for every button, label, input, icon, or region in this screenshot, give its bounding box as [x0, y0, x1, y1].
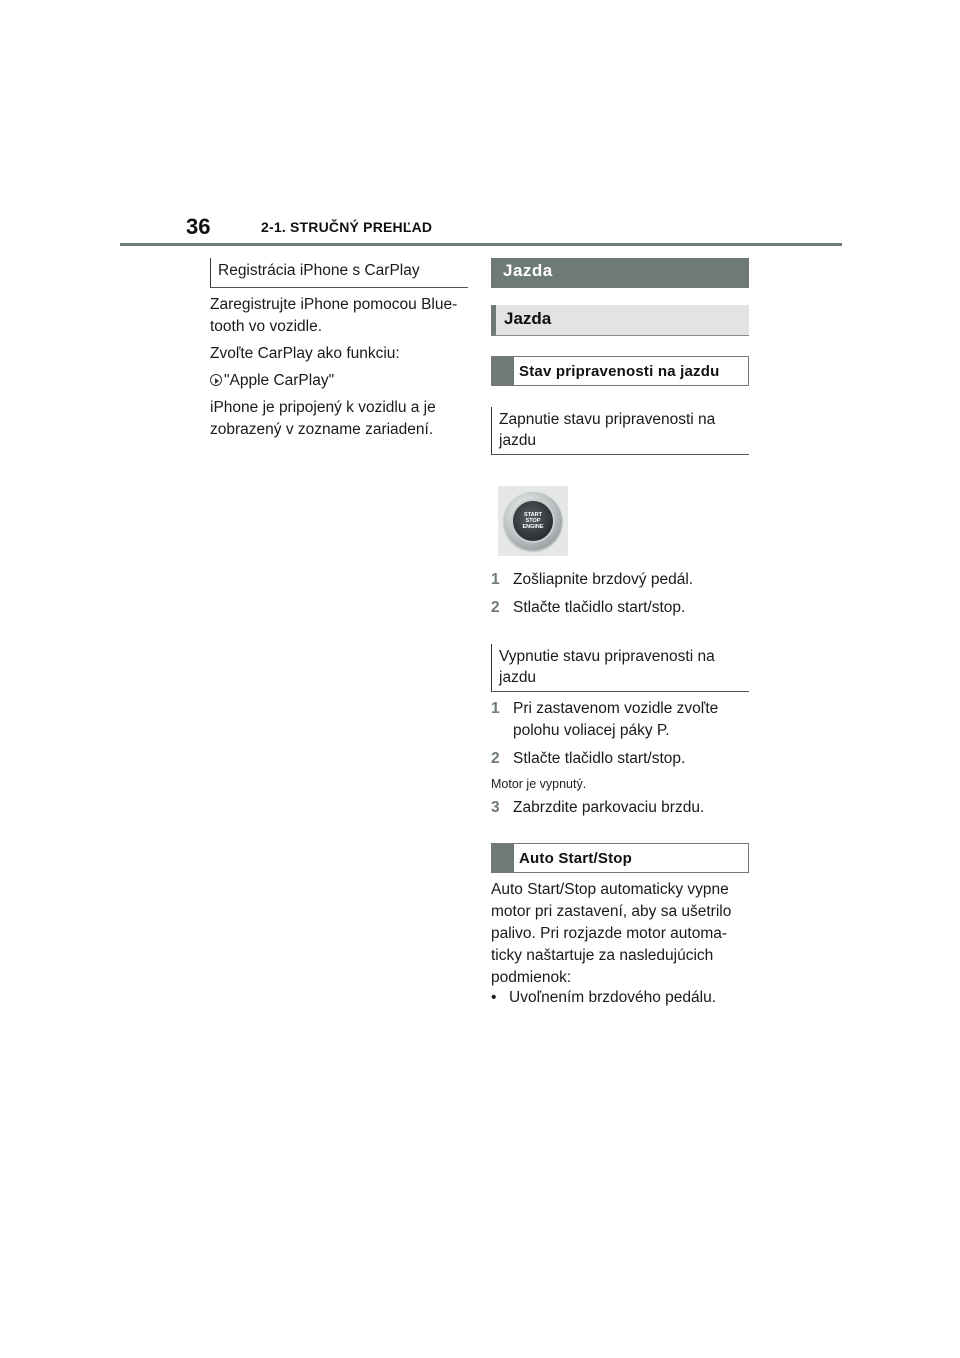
heading-ready-state [491, 356, 749, 386]
heading-auto-start-stop [491, 843, 749, 873]
paragraph-select-carplay: Zvoľte CarPlay ako funkciu: [210, 345, 400, 362]
step-text-line: Pri zastavenom vozidle zvoľte [513, 700, 719, 717]
paragraph-iphone-connected [210, 397, 472, 441]
subheading-line: Vypnutie stavu pripravenosti na [499, 648, 715, 665]
note-engine-off: Motor je vypnutý. [491, 777, 587, 791]
step-number: 2 [491, 599, 500, 616]
step-on-1 [491, 569, 753, 591]
step-number: 3 [491, 799, 500, 816]
subheading-carplay-registration [210, 258, 468, 288]
paragraph-line: Auto Start/Stop automaticky vypne [491, 881, 729, 898]
heading-marker [492, 357, 514, 385]
button-text-start: START [524, 512, 542, 518]
paragraph-line: iPhone je pripojený k vozidlu a je [210, 399, 436, 416]
step-number: 2 [491, 750, 500, 767]
section-subtitle-band: Jazda [491, 305, 749, 336]
step-number: 1 [491, 700, 500, 717]
paragraph-line: palivo. Pri rozjazde motor automa- [491, 925, 728, 942]
paragraph-register-bluetooth [210, 294, 472, 338]
start-stop-button-image [498, 486, 568, 556]
start-stop-button-ring [504, 492, 562, 550]
step-text-line: polohu voliacej páky P. [513, 722, 670, 739]
section-title-band: Jazda [491, 258, 749, 288]
step-text: Zošliapnite brzdový pedál. [513, 571, 694, 588]
step-on-2 [491, 597, 753, 619]
step-off-2 [491, 748, 753, 770]
step-text [513, 698, 718, 742]
subheading-ready-off [491, 644, 749, 692]
subheading-line: jazdu [499, 669, 537, 686]
step-off-3 [491, 797, 753, 819]
menu-item-apple-carplay: "Apple CarPlay" [224, 372, 335, 389]
button-text-engine: ENGINE [522, 524, 544, 530]
bullet-text: Uvoľnením brzdového pedálu. [509, 989, 717, 1006]
chapter-title: 2-1. STRUČNÝ PREHĽAD [261, 219, 433, 235]
paragraph-line: zobrazený v zozname zariadení. [210, 421, 434, 438]
heading-auto-start-stop-label: Auto Start/Stop [519, 849, 632, 867]
paragraph-line: ticky naštartuje za nasledujúcich [491, 947, 714, 964]
start-stop-button-face [511, 499, 555, 543]
step-text: Zabrzdite parkovaciu brzdu. [513, 799, 705, 816]
paragraph-line: Zaregistrujte iPhone pomocou Blue- [210, 296, 458, 313]
step-text: Stlačte tlačidlo start/stop. [513, 750, 686, 767]
subheading-ready-on [491, 407, 749, 455]
page-number: 36 [186, 214, 211, 239]
header-divider [120, 243, 842, 246]
heading-ready-state-label: Stav pripravenosti na jazdu [519, 362, 720, 380]
bullet-icon: • [491, 989, 497, 1006]
bullet-item [491, 987, 753, 1009]
paragraph-auto-start-stop [491, 879, 753, 989]
subheading-line: jazdu [499, 432, 537, 449]
subheading-line: Zapnutie stavu pripravenosti na [499, 411, 716, 428]
step-off-1 [491, 698, 753, 742]
step-number: 1 [491, 571, 500, 588]
menu-arrow-icon [210, 374, 222, 386]
paragraph-line: podmienok: [491, 969, 572, 986]
step-text: Stlačte tlačidlo start/stop. [513, 599, 686, 616]
menu-path [210, 370, 472, 392]
paragraph-line: motor pri zastavení, aby sa ušetrilo [491, 903, 732, 920]
paragraph-line: tooth vo vozidle. [210, 318, 323, 335]
button-text-stop: STOP [525, 518, 541, 524]
heading-marker [492, 844, 514, 872]
subheading-carplay-label: Registrácia iPhone s CarPlay [218, 262, 420, 279]
